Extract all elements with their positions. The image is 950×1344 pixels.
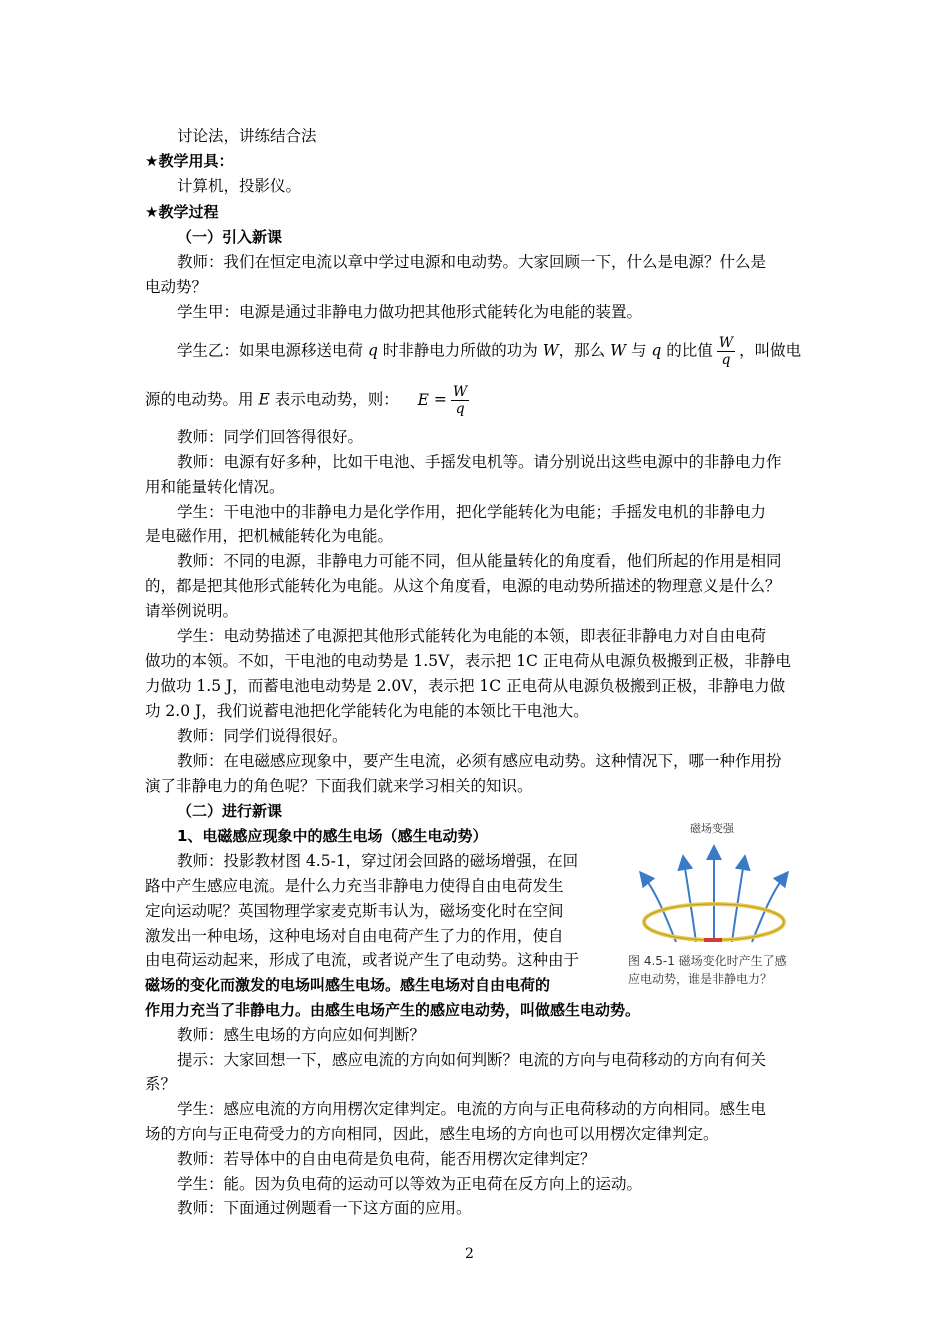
text-line-with-fraction — [177, 335, 847, 368]
text-line: 做功的本领。不如，干电池的电动势是 1.5V，表示把 1C 正电荷从电源负极搬到正极，非静电 — [145, 652, 791, 670]
text-line: 教师：我们在恒定电流以章中学过电源和电动势。大家回顾一下，什么是电源？什么是 — [177, 253, 767, 271]
fraction-w-over-q — [717, 335, 735, 368]
text-run: 与 — [626, 341, 652, 360]
formula-e: E — [417, 390, 429, 409]
fraction-numerator: W — [452, 384, 468, 400]
text-line: 教师：在电磁感应现象中，要产生电流，必须有感应电动势。这种情况下，哪一种作用扮 — [177, 752, 782, 770]
text-line: 路中产生感应电流。是什么力充当非静电力使得自由电荷发生 — [145, 877, 564, 895]
text-line: 请举例说明。 — [145, 602, 239, 620]
symbol-w: W — [610, 341, 627, 360]
section-heading: ★教学过程 — [145, 203, 219, 221]
text-line-with-formula — [145, 384, 815, 417]
text-line: 教师：投影教材图 4.5-1，穿过闭会回路的磁场增强，在回 — [177, 852, 579, 870]
text-line: 的，都是把其他形式能转化为电能。从这个角度看，电源的电动势所描述的物理意义是什么？ — [145, 577, 781, 595]
text-line: 讨论法，讲练结合法 — [177, 127, 317, 145]
topic-heading: 1、电磁感应现象中的感生电场（感生电动势） — [177, 827, 488, 845]
text-line: 教师：感生电场的方向应如何判断？ — [177, 1026, 426, 1044]
text-line: 提示：大家回想一下，感应电流的方向如何判断？电流的方向与电荷移动的方向有何关 — [177, 1051, 767, 1069]
text-run: 的比值 — [661, 341, 713, 360]
text-line: 学生：干电池中的非静电力是化学作用，把化学能转化为电能；手摇发电机的非静电力 — [177, 503, 767, 521]
fraction-denominator: q — [717, 351, 735, 368]
text-line: 学生：能。因为负电荷的运动可以等效为正电荷在反方向上的运动。 — [177, 1175, 643, 1193]
text-line: 是电磁作用，把机械能转化为电能。 — [145, 527, 394, 545]
text-run: 学生乙：如果电源移送电荷 — [177, 341, 368, 360]
section-heading: ★教学用具： — [145, 152, 234, 170]
text-line: 计算机，投影仪。 — [177, 177, 302, 195]
field-lines-diagram — [626, 832, 806, 962]
text-run: ，那么 — [558, 341, 611, 360]
symbol-q: q — [367, 341, 378, 360]
text-line: 定向运动呢？英国物理学家麦克斯韦认为，磁场变化时在空间 — [145, 902, 564, 920]
text-line: 教师：电源有好多种，比如干电池、手摇发电机等。请分别说出这些电源中的非静电力作 — [177, 453, 782, 471]
text-line: 教师：同学们回答得很好。 — [177, 428, 364, 446]
fraction-numerator: W — [718, 335, 734, 351]
text-line-bold: 磁场的变化而激发的电场叫感生电场。感生电场对自由电荷的 — [145, 976, 551, 994]
page-number: 2 — [465, 1246, 474, 1262]
symbol-q: q — [651, 341, 662, 360]
text-line: 教师：不同的电源，非静电力可能不同，但从能量转化的角度看，他们所起的作用是相同 — [177, 552, 782, 570]
text-run: 源的电动势。用 — [145, 390, 259, 409]
symbol-e: E — [258, 390, 270, 409]
formula-equals: = — [428, 390, 447, 409]
text-line: 教师：同学们说得很好。 — [177, 727, 348, 745]
fraction-denominator: q — [451, 400, 469, 417]
figure-caption — [628, 952, 803, 988]
caption-line: 图 4.5-1 磁场变化时产生了感 — [628, 954, 787, 968]
text-line: 学生：电动势描述了电源把其他形式能转化为电能的本领，即表征非静电力对自由电荷 — [177, 627, 767, 645]
text-run: 表示电动势，则： — [269, 390, 399, 409]
subsection-heading: （二）进行新课 — [177, 802, 283, 820]
text-line: 场的方向与正电荷受力的方向相同，因此，感生电场的方向也可以用楞次定律判定。 — [145, 1125, 719, 1143]
figure-label: 磁场变强 — [690, 822, 734, 835]
text-line: 电动势？ — [145, 278, 208, 296]
text-line: 教师：若导体中的自由电荷是负电荷，能否用楞次定律判定？ — [177, 1150, 596, 1168]
text-line: 学生：感应电流的方向用楞次定律判定。电流的方向与正电荷移动的方向相同。感生电 — [177, 1100, 767, 1118]
text-line: 用和能量转化情况。 — [145, 478, 285, 496]
text-line: 演了非静电力的角色呢？下面我们就来学习相关的知识。 — [145, 777, 533, 795]
fraction-w-over-q — [451, 384, 469, 417]
text-line-bold: 作用力充当了非静电力。由感生电场产生的感应电动势，叫做感生电动势。 — [145, 1001, 641, 1019]
caption-line: 应电动势，谁是非静电力？ — [628, 972, 773, 986]
text-run: 时非静电力所做的功为 — [377, 341, 543, 360]
text-run: ，叫做电 — [739, 341, 802, 360]
text-line: 系？ — [145, 1075, 177, 1093]
text-line: 功 2.0 J，我们说蓄电池把化学能转化为电能的本领比干电池大。 — [145, 702, 589, 720]
symbol-w: W — [542, 341, 559, 360]
text-line: 激发出一种电场，这种电场对自由电荷产生了力的作用，使自 — [145, 927, 564, 945]
text-line: 学生甲：电源是通过非静电力做功把其他形式能转化为电能的装置。 — [177, 303, 643, 321]
text-line: 由电荷运动起来，形成了电流，或者说产生了电动势。这种由于 — [145, 951, 580, 969]
text-line: 力做功 1.5 J，而蓄电池电动势是 2.0V，表示把 1C 正电荷从电源负极搬到正极，非静电力做 — [145, 677, 786, 695]
subsection-heading: （一）引入新课 — [177, 228, 283, 246]
text-line: 教师：下面通过例题看一下这方面的应用。 — [177, 1199, 472, 1217]
